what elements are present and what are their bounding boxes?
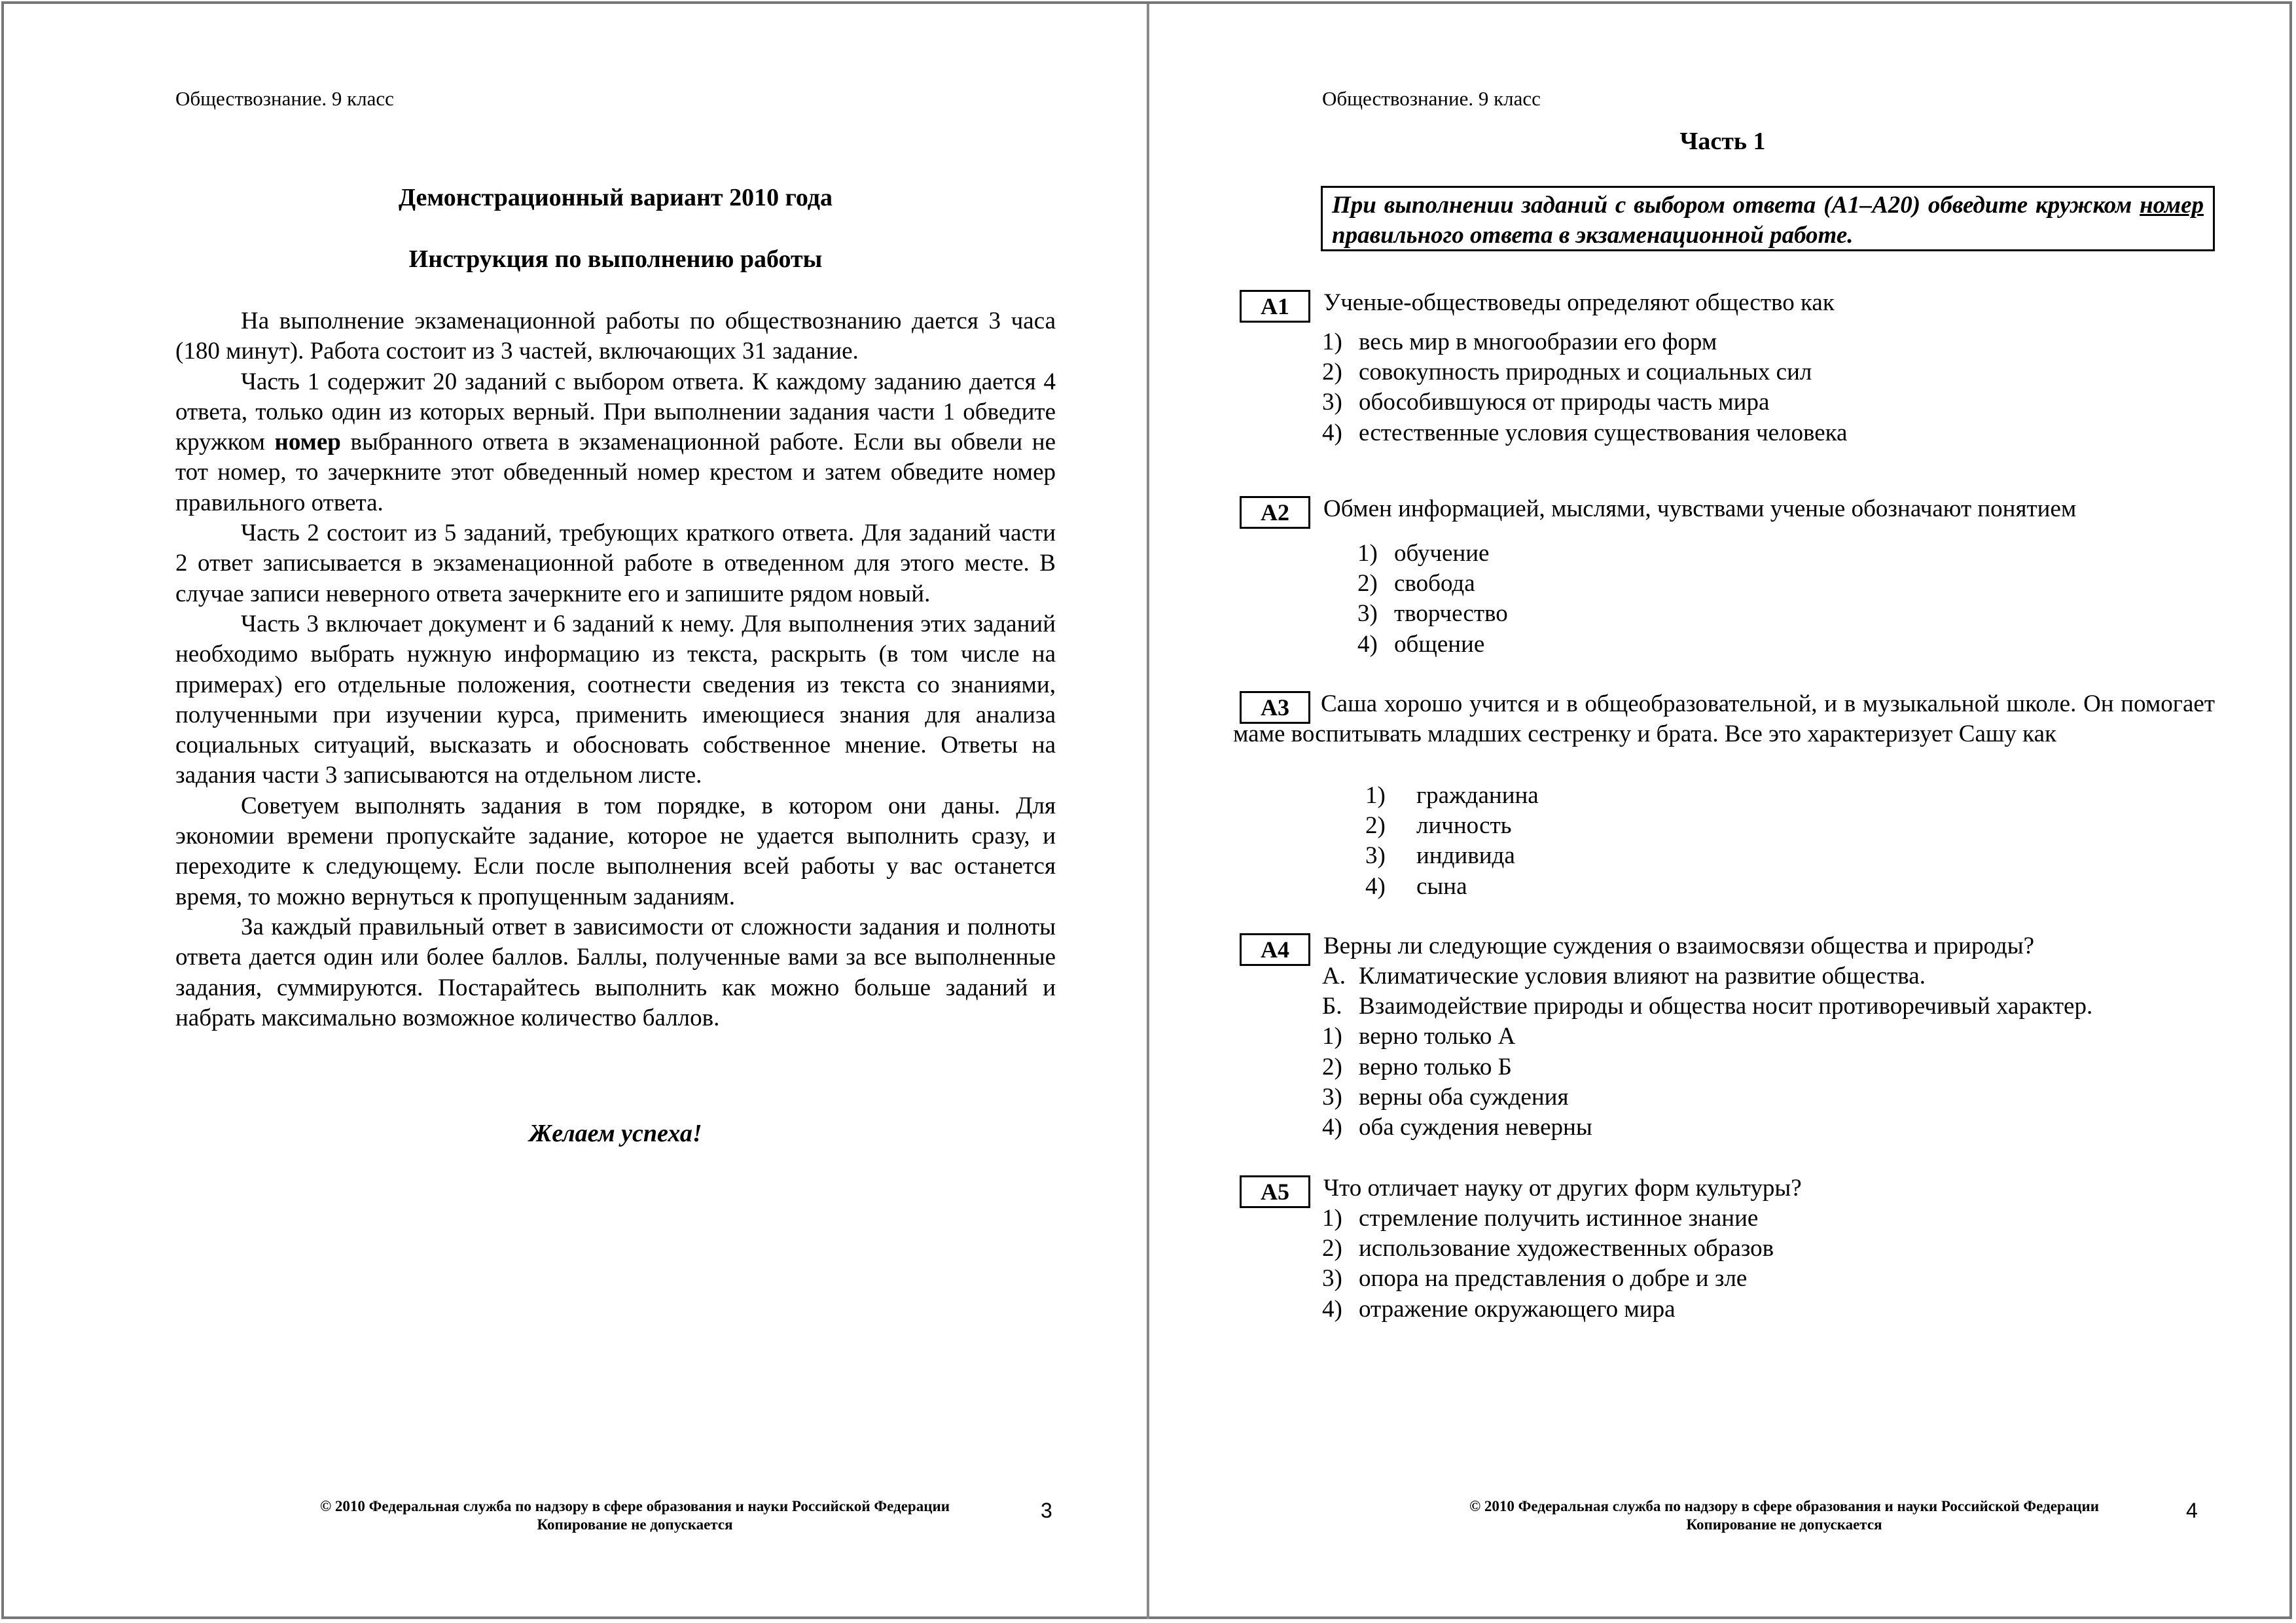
answer-option[interactable]	[1365, 841, 1539, 871]
option-text: совокупность природных и социальных сил	[1359, 359, 1812, 386]
page-3	[0, 0, 1147, 1623]
option-number: 1)	[1322, 1205, 1342, 1232]
question-text-block	[1233, 689, 2215, 749]
paragraph	[175, 609, 1056, 791]
option-text: оба суждения неверны	[1359, 1114, 1592, 1141]
instruction-body	[175, 306, 1056, 1033]
copyright-line: © 2010 Федеральная служба по надзору в сфере образования и науки Российской Федерации	[320, 1498, 950, 1514]
paragraph-text: выбранного ответа в экзаменационной работе. Если вы обвели не тот номер, то зачеркните этот обведенный номер крестом и затем обведите номер правильного ответа.	[175, 429, 1056, 516]
question-text: Верны ли следующие суждения о взаимосвязи общества и природы?	[1323, 933, 2034, 959]
option-number: 3)	[1322, 1083, 1342, 1111]
running-head: Обществознание. 9 класс	[175, 87, 394, 110]
answer-option[interactable]	[1322, 387, 1847, 418]
answer-option[interactable]	[1357, 569, 1508, 599]
page-4	[1149, 0, 2296, 1623]
copy-notice: Копирование не допускается	[1686, 1516, 1882, 1533]
option-number: 2)	[1322, 1235, 1342, 1262]
option-number: 4)	[1322, 1114, 1342, 1141]
answer-option[interactable]	[1322, 418, 1847, 448]
answer-option[interactable]	[1357, 630, 1508, 660]
option-number: 2)	[1322, 1053, 1342, 1080]
answer-option[interactable]	[1322, 1022, 2092, 1052]
question-text: Саша хорошо учится и в общеобразовательной, и в музыкальной школе. Он помогает маме воспитывать младших сестренку и брата. Все это характеризует Сашу как	[1233, 690, 2215, 747]
paragraph-text: Часть 1 содержит 20 заданий с выбором ответа. К каждому заданию дается 4 ответа, только один из которых верный. При выполнении задания части 1 обведите кружком	[175, 368, 1056, 456]
option-number: 1)	[1365, 782, 1386, 809]
question-number-badge: А5	[1240, 1175, 1310, 1208]
answer-option[interactable]	[1322, 357, 1847, 387]
copyright-line: © 2010 Федеральная служба по надзору в сфере образования и науки Российской Федерации	[1469, 1498, 2099, 1514]
option-text: гражданина	[1416, 782, 1539, 809]
statement-letter: Б.	[1322, 993, 1342, 1020]
paragraph-text: На выполнение экзаменационной работы по обществознанию дается 3 часа (180 минут). Работа состоит из 3 частей, включающих 31 задание.	[175, 308, 1056, 365]
option-number: 4)	[1357, 630, 1378, 658]
answer-option[interactable]	[1365, 781, 1539, 811]
answer-option[interactable]	[1365, 811, 1539, 841]
option-text: свобода	[1394, 570, 1475, 597]
option-text: стремление получить истинное знание	[1359, 1205, 1759, 1232]
statement-text: Климатические условия влияют на развитие общества.	[1359, 963, 1926, 990]
statements-and-options	[1322, 961, 2092, 1143]
option-text: общение	[1394, 630, 1485, 658]
option-number: 1)	[1322, 1023, 1342, 1050]
answer-option[interactable]	[1322, 1234, 1774, 1264]
question-number-badge: А2	[1240, 496, 1310, 529]
option-text: верно только Б	[1359, 1053, 1512, 1080]
answer-option[interactable]	[1322, 1294, 1774, 1325]
option-number: 1)	[1357, 540, 1378, 567]
question-number-badge: А1	[1240, 290, 1310, 323]
option-text: индивида	[1416, 842, 1515, 870]
option-number: 2)	[1357, 570, 1378, 597]
answer-option[interactable]	[1357, 599, 1508, 629]
option-text: творчество	[1394, 600, 1508, 628]
paragraph-text: Часть 3 включает документ и 6 заданий к нему. Для выполнения этих заданий необходимо выбрать нужную информацию из текста, раскрыть (в том числе на примерах) его отдельные положения, соотнести сведения из текста со знаниями, полученными при изучении курса, применить имеющиеся знания для анализа социальных ситуаций, высказать и обосновать собственное мнение. Ответы на задания части 3 записываются на отдельном листе.	[175, 610, 1056, 789]
statement-letter: А.	[1322, 963, 1346, 990]
option-text: личность	[1416, 812, 1512, 840]
option-number: 1)	[1322, 329, 1342, 355]
page-number: 3	[1041, 1499, 1052, 1522]
option-number: 4)	[1322, 419, 1342, 446]
answer-options	[1322, 327, 1847, 448]
question-text: Обмен информацией, мыслями, чувствами ученые обозначают понятием	[1323, 495, 2077, 522]
question-number-badge: А4	[1240, 933, 1310, 966]
answer-option[interactable]	[1322, 1113, 2092, 1143]
answer-option[interactable]	[1322, 1204, 1774, 1234]
paragraph	[175, 791, 1056, 912]
closing-wish: Желаем успеха!	[529, 1120, 702, 1147]
option-number: 4)	[1365, 872, 1386, 900]
option-number: 3)	[1322, 1265, 1342, 1293]
footer	[236, 1497, 1034, 1534]
notice-underlined: номер	[2140, 192, 2204, 219]
answer-option[interactable]	[1322, 1264, 1774, 1294]
paragraph-text: Советуем выполнять задания в том порядке, в котором они даны. Для экономии времени пропускайте задание, которое не удается выполнить сразу, и переходите к следующему. Если после выполнения всей работы у вас останется время, то можно вернуться к пропущенным заданиям.	[175, 792, 1056, 910]
notice-text: правильного ответа в экзаменационной работе.	[1332, 222, 1854, 249]
paragraph	[175, 518, 1056, 609]
option-number: 3)	[1365, 842, 1386, 870]
option-text: сына	[1416, 872, 1467, 900]
option-text: естественные условия существования человека	[1359, 419, 1848, 446]
question-text: Ученые-обществоведы определяют общество как	[1323, 289, 1835, 316]
option-text: весь мир в многообразии его форм	[1359, 329, 1717, 355]
footer	[1385, 1497, 2183, 1534]
instruction-notice-box	[1321, 186, 2215, 251]
option-text: опора на представления о добре и зле	[1359, 1265, 1748, 1293]
answer-options	[1357, 539, 1508, 660]
part-title: Часть 1	[1679, 128, 1766, 155]
option-text: верны оба суждения	[1359, 1083, 1569, 1111]
option-text: обособившуюся от природы часть мира	[1359, 389, 1770, 416]
copy-notice: Копирование не допускается	[537, 1516, 733, 1533]
answer-option[interactable]	[1322, 1052, 2092, 1082]
question-text: Что отличает науку от других форм культуры?	[1323, 1175, 1802, 1202]
statement	[1322, 961, 2092, 991]
notice-text: При выполнении заданий с выбором ответа (А1–А20) обведите кружком	[1332, 192, 2140, 219]
option-text: использование художественных образов	[1359, 1235, 1774, 1262]
paragraph	[175, 306, 1056, 367]
answer-option[interactable]	[1322, 327, 1847, 357]
answer-option[interactable]	[1365, 872, 1539, 902]
option-text: отражение окружающего мира	[1359, 1295, 1676, 1323]
option-number: 3)	[1322, 389, 1342, 416]
answer-options	[1322, 1204, 1774, 1325]
instruction-title: Инструкция по выполнению работы	[408, 245, 823, 273]
answer-options	[1365, 781, 1539, 902]
option-text: верно только А	[1359, 1023, 1516, 1050]
paragraph	[175, 367, 1056, 518]
option-number: 2)	[1322, 359, 1342, 386]
option-number: 2)	[1365, 812, 1386, 840]
paragraph-text: Часть 2 состоит из 5 заданий, требующих краткого ответа. Для заданий части 2 ответ записывается в экзаменационной работе в отведенном для этого месте. В случае записи неверного ответа зачеркните его и запишите рядом новый.	[175, 520, 1056, 607]
page-number: 4	[2186, 1499, 2198, 1522]
statement	[1322, 991, 2092, 1022]
option-number: 3)	[1357, 600, 1378, 628]
running-head: Обществознание. 9 класс	[1322, 87, 1541, 110]
statement-text: Взаимодействие природы и общества носит противоречивый характер.	[1359, 993, 2093, 1020]
paragraph-bold: номер	[274, 429, 341, 456]
paragraph-text: За каждый правильный ответ в зависимости от сложности задания и полноты ответа дается один или более баллов. Баллы, полученные вами за все выполненные задания, суммируются. Постарайтесь выполнить как можно больше заданий и набрать максимально возможное количество баллов.	[175, 913, 1056, 1031]
question-number-badge: А3	[1240, 691, 1310, 724]
document-title: Демонстрационный вариант 2010 года	[398, 184, 833, 211]
option-text: обучение	[1394, 540, 1490, 567]
answer-option[interactable]	[1357, 539, 1508, 569]
option-number: 4)	[1322, 1295, 1342, 1323]
paragraph	[175, 912, 1056, 1033]
answer-option[interactable]	[1322, 1082, 2092, 1113]
